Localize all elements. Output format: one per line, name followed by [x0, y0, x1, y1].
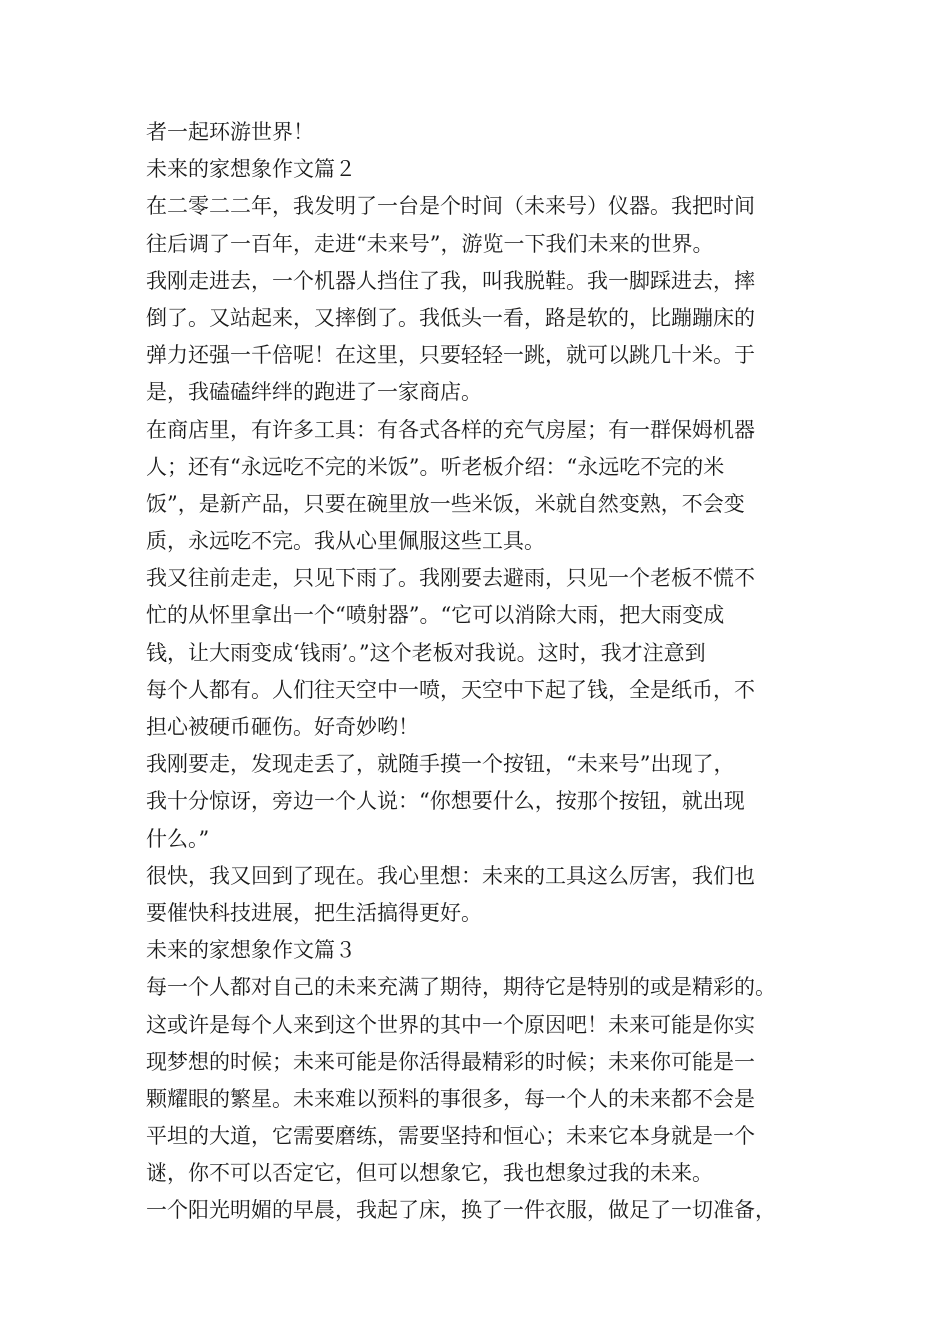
text-line: 是，我磕磕绊绊的跑进了一家商店。 — [146, 380, 482, 405]
text-line: 我又往前走走，只见下雨了。我刚要去避雨，只见一个老板不慌不 — [146, 566, 755, 591]
document-page — [146, 114, 846, 1230]
text-line: 现梦想的时候；未来可能是你活得最精彩的时候；未来你可能是一 — [146, 1049, 755, 1074]
text-line: 很快，我又回到了现在。我心里想：未来的工具这么厉害，我们也 — [146, 863, 755, 888]
text-line: 颗耀眼的繁星。未来难以预料的事很多，每一个人的未来都不会是 — [146, 1086, 755, 1111]
text-line: 在商店里，有许多工具：有各式各样的充气房屋；有一群保姆机器 — [146, 417, 755, 442]
text-line: 饭”，是新产品，只要在碗里放一些米饭，米就自然变熟，不会变 — [146, 491, 745, 516]
text-line: 要催快科技进展，把生活搞得更好。 — [146, 900, 482, 925]
section-heading-3: 未来的家想象作文篇３ — [146, 938, 356, 963]
text-line: 我刚要走，发现走丢了，就随手摸一个按钮，“未来号”出现了， — [146, 752, 735, 777]
text-line: 往后调了一百年，走进“未来号”，游览一下我们未来的世界。 — [146, 231, 714, 256]
text-line: 质，永远吃不完。我从心里佩服这些工具。 — [146, 529, 545, 554]
text-line: 倒了。又站起来，又摔倒了。我低头一看，路是软的，比蹦蹦床的 — [146, 305, 755, 330]
text-line: 我十分惊讶，旁边一个人说：“你想要什么，按那个按钮，就出现 — [146, 789, 745, 814]
text-line: 谜，你不可以否定它，但可以想象它，我也想象过我的未来。 — [146, 1161, 713, 1186]
text-line: 担心被硬币砸伤。好奇妙哟！ — [146, 715, 419, 739]
text-line: 每一个人都对自己的未来充满了期待，期待它是特别的或是精彩的。 — [146, 975, 776, 1000]
text-line: 弹力还强一千倍呢！在这里，只要轻轻一跳，就可以跳几十米。于 — [146, 343, 755, 368]
text-line: 忙的从怀里拿出一个“喷射器”。“它可以消除大雨，把大雨变成 — [146, 603, 725, 628]
text-line: 钱，让大雨变成‘钱雨’。”这个老板对我说。这时，我才注意到 — [146, 640, 706, 665]
text-line: 平坦的大道，它需要磨练，需要坚持和恒心；未来它本身就是一个 — [146, 1124, 755, 1149]
text-line-continuation: 者一起环游世界！ — [146, 120, 314, 144]
text-line: 在二零二二年，我发明了一台是个时间（未来号）仪器。我把时间 — [146, 194, 755, 219]
text-line: 什么。” — [146, 826, 210, 851]
section-heading-2: 未来的家想象作文篇２ — [146, 157, 356, 182]
text-line: 每个人都有。人们往天空中一喷，天空中下起了钱，全是纸币，不 — [146, 677, 755, 702]
text-line: 这或许是每个人来到这个世界的其中一个原因吧！未来可能是你实 — [146, 1012, 755, 1037]
text-line: 一个阳光明媚的早晨，我起了床，换了一件衣服，做足了一切准备， — [146, 1198, 776, 1223]
text-line: 人；还有“永远吃不完的米饭”。听老板介绍：“永远吃不完的米 — [146, 454, 725, 479]
text-line: 我刚走进去，一个机器人挡住了我，叫我脱鞋。我一脚踩进去，摔 — [146, 268, 755, 293]
